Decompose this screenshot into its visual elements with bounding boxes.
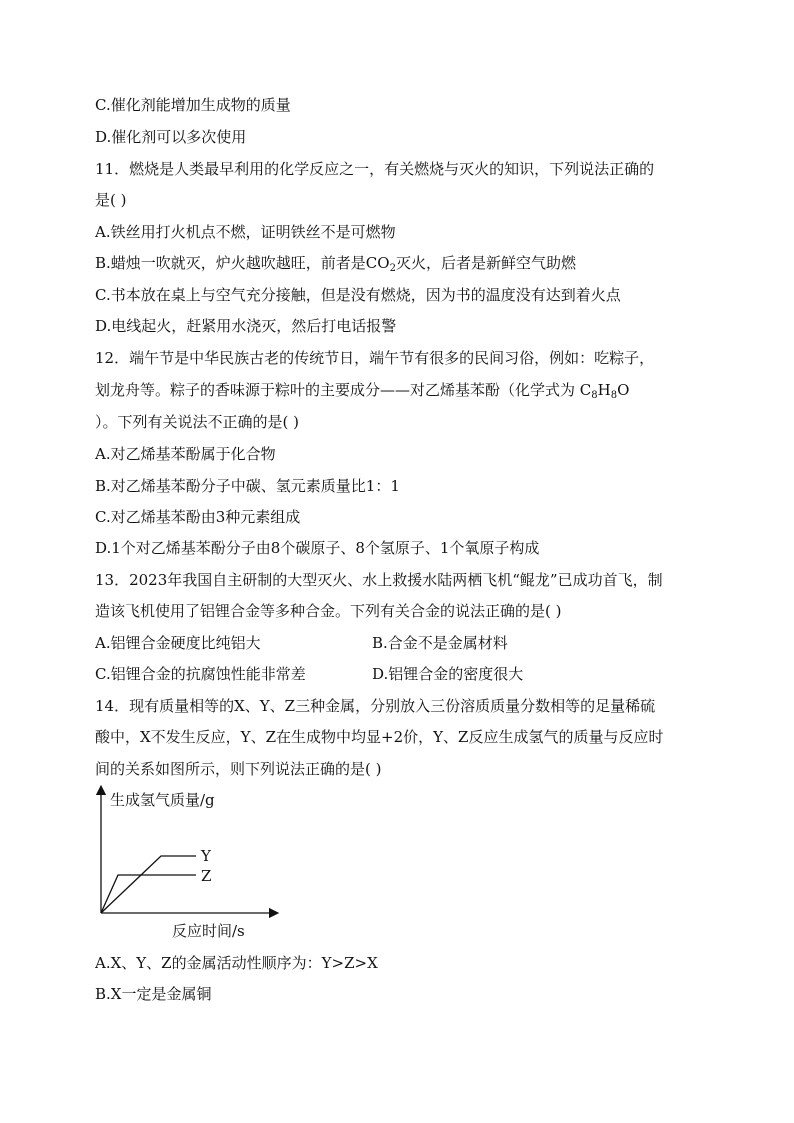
q12-stem-text: 划龙舟等。粽子的香味源于粽叶的主要成分——对乙烯基苯酚（化学式为 C xyxy=(95,381,592,399)
q12-stem-line-2 xyxy=(95,379,629,401)
q14-stem-line-2: 酸中，X不发生反应，Y、Z在生成物中均显+2价，Y、Z反应生成氢气的质量与反应时 xyxy=(95,728,664,746)
y-axis-label: 生成氢气质量/g xyxy=(110,791,215,809)
hydrogen-mass-graph xyxy=(88,780,288,945)
q10-option-c: C.催化剂能增加生成物的质量 xyxy=(95,96,291,114)
q11-option-b-text: B.蜡烛一吹就灭，炉火越吹越旺，前者是CO xyxy=(95,254,390,272)
q11-option-b xyxy=(95,252,576,274)
q14-stem-line-1: 14．现有质量相等的X、Y、Z三种金属，分别放入三份溶质质量分数相等的足量稀硫 xyxy=(95,697,656,715)
series-z-line xyxy=(101,875,196,913)
q12-option-d: D.1个对乙烯基苯酚分子由8个碳原子、8个氢原子、1个氧原子构成 xyxy=(95,539,540,557)
q11-option-c: C.书本放在桌上与空气充分接触，但是没有燃烧，因为书的温度没有达到着火点 xyxy=(95,286,621,304)
q12-option-c: C.对乙烯基苯酚由3种元素组成 xyxy=(95,508,301,526)
q11-stem-line-2: 是( ) xyxy=(95,191,127,209)
co2-subscript: 2 xyxy=(389,263,396,274)
q11-option-d: D.电线起火，赶紧用水浇灭，然后打电话报警 xyxy=(95,317,397,335)
series-z-label: Z xyxy=(201,867,212,885)
q14-stem-line-3: 间的关系如图所示，则下列说法正确的是( ) xyxy=(95,760,382,778)
q10-option-d: D.催化剂可以多次使用 xyxy=(95,128,247,146)
q11-stem-line-1: 11．燃烧是人类最早利用的化学反应之一，有关燃烧与灭火的知识，下列说法正确的 xyxy=(95,160,655,178)
q13-option-d: D.铝锂合金的密度很大 xyxy=(372,665,524,683)
formula-c-subscript: 8 xyxy=(591,390,598,401)
q14-option-a: A.X、Y、Z的金属活动性顺序为：Y>Z>X xyxy=(95,954,378,972)
q13-option-a: A.铝锂合金硬度比纯铝大 xyxy=(95,634,261,652)
q13-option-c: C.铝锂合金的抗腐蚀性能非常差 xyxy=(95,665,306,683)
x-axis-label: 反应时间/s xyxy=(172,922,245,940)
series-y-label: Y xyxy=(201,847,211,865)
q13-option-b: B.合金不是金属材料 xyxy=(372,634,508,652)
q13-stem-line-2: 造该飞机使用了铝锂合金等多种合金。下列有关合金的说法正确的是( ) xyxy=(95,602,562,620)
q12-stem-line-1: 12．端午节是中华民族古老的传统节日，端午节有很多的民间习俗，例如：吃粽子， xyxy=(95,349,655,367)
q12-stem-line-3: ）。下列有关说法不正确的是( ) xyxy=(95,413,299,431)
q13-stem-line-1: 13．2023年我国自主研制的大型灭火、水上救援水陆两栖飞机“鲲龙”已成功首飞，制 xyxy=(95,571,663,589)
formula-h: H xyxy=(597,381,611,399)
q11-option-b-text-end: 灭火，后者是新鲜空气助燃 xyxy=(395,254,576,272)
q12-option-a: A.对乙烯基苯酚属于化合物 xyxy=(95,445,276,463)
formula-h-subscript: 8 xyxy=(610,390,618,401)
q11-option-a: A.铁丝用打火机点不燃，证明铁丝不是可燃物 xyxy=(95,223,396,241)
series-y-line xyxy=(101,856,196,913)
formula-o: O xyxy=(617,381,630,399)
q12-option-b: B.对乙烯基苯酚分子中碳、氢元素质量比1：1 xyxy=(95,477,400,495)
q14-option-b: B.X一定是金属铜 xyxy=(95,985,212,1003)
